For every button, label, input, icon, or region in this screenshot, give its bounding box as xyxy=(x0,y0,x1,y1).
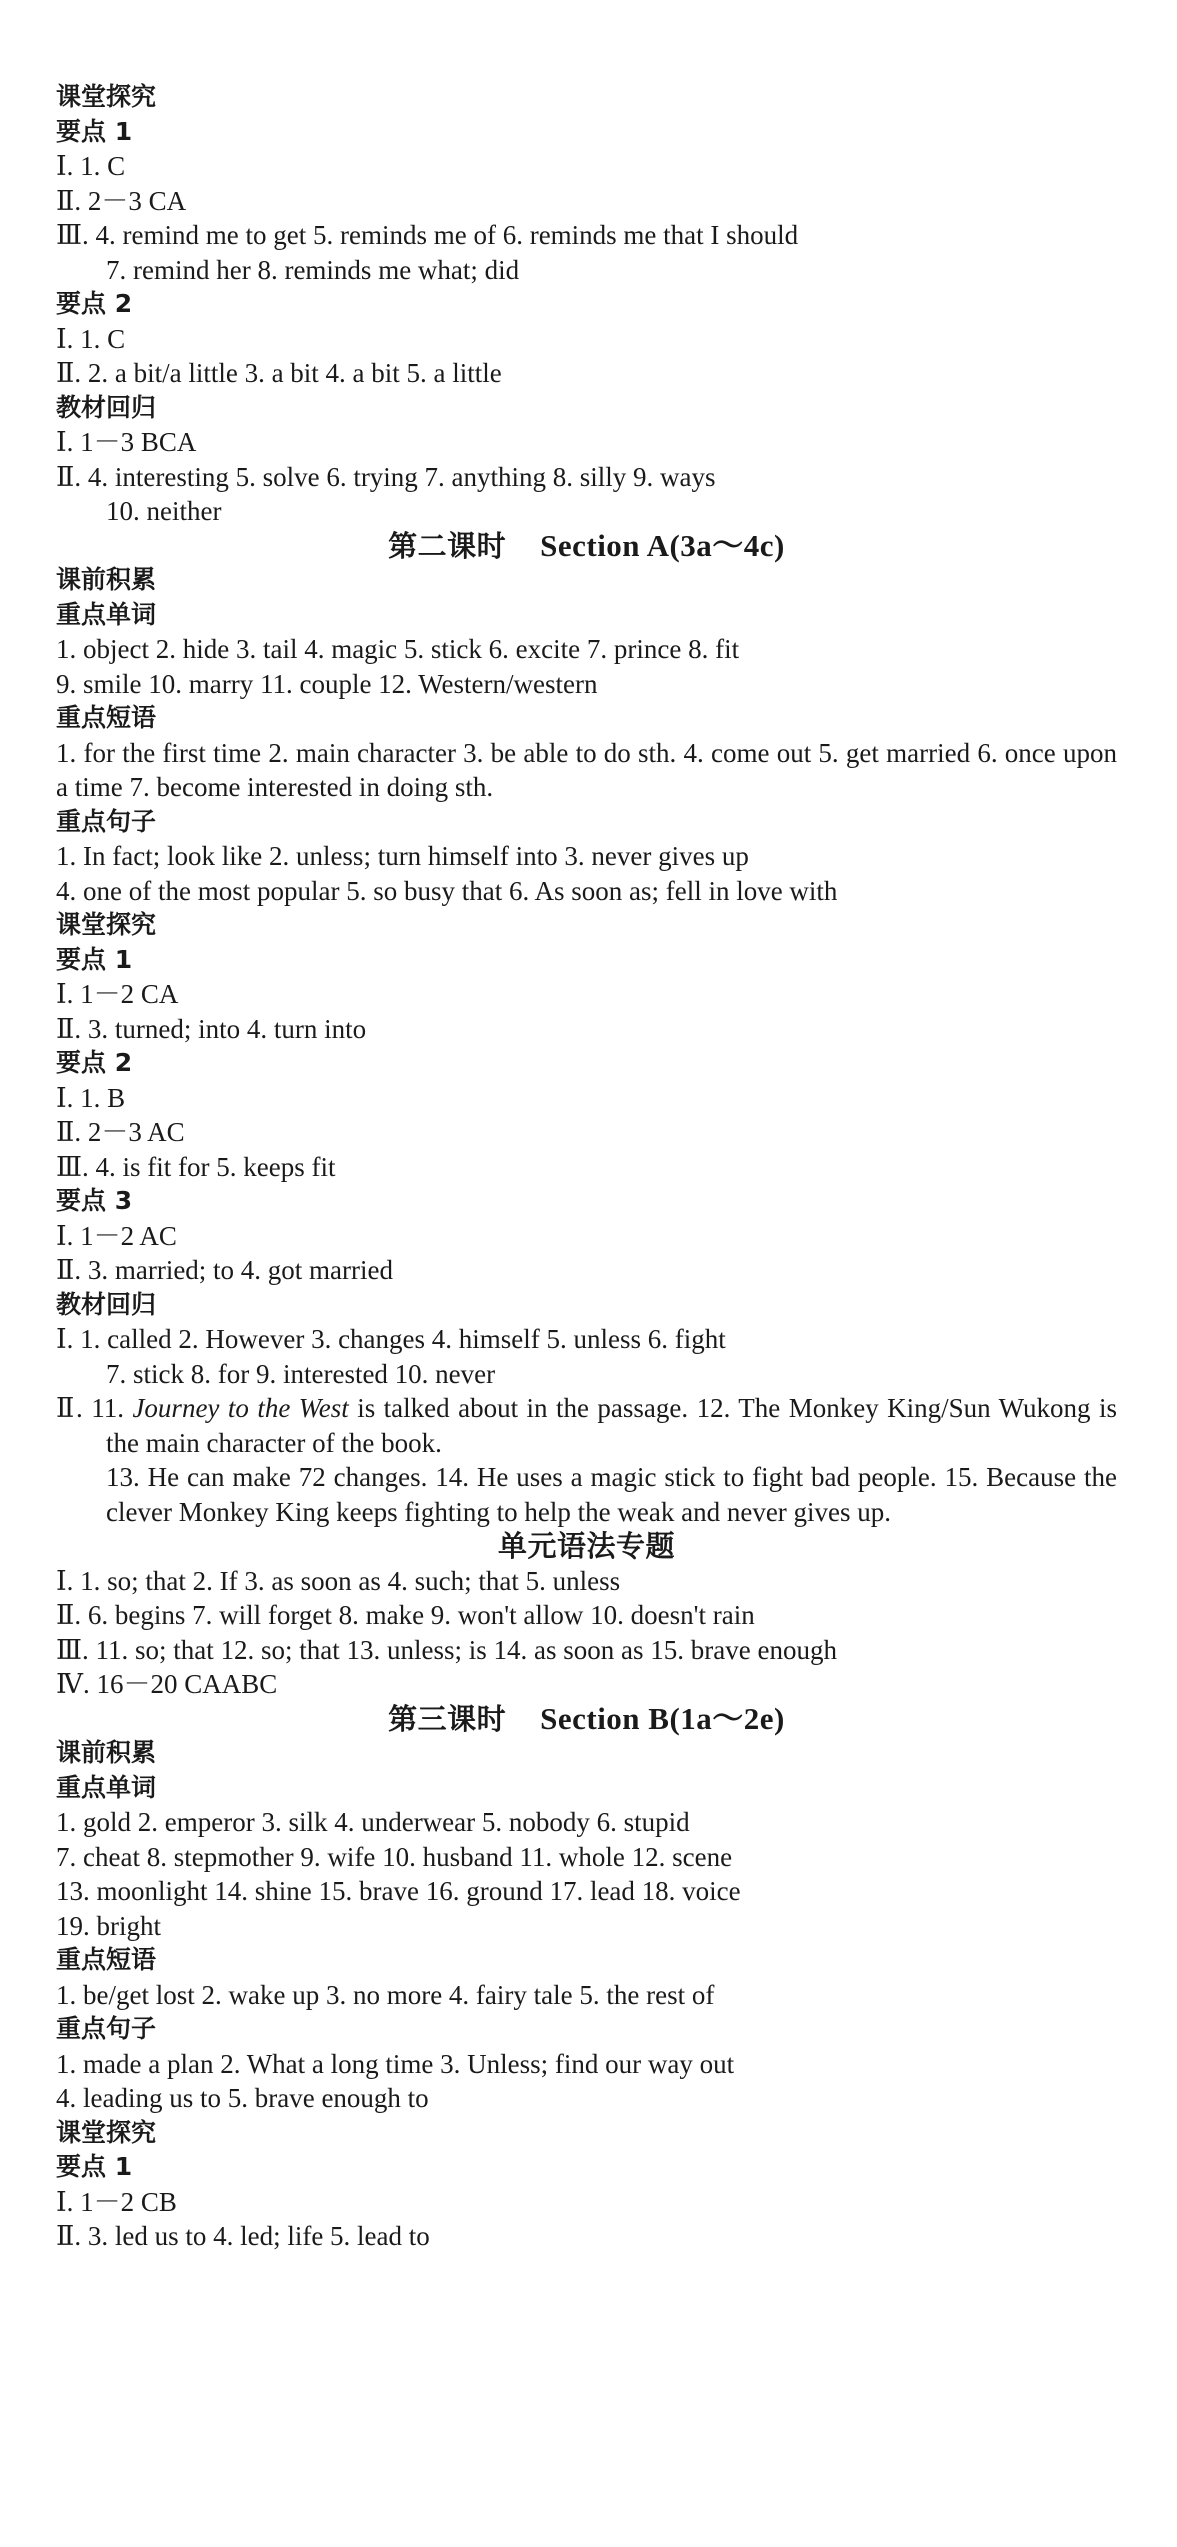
heading-zhongdian-danci: 重点单词 xyxy=(56,1772,157,1802)
heading-yaodian-2: 要点 2 xyxy=(56,289,133,318)
answer-line: 4. leading us to 5. brave enough to xyxy=(56,2083,429,2113)
heading-jiaocai-huigui: 教材回归 xyxy=(56,1289,157,1319)
answer-line: Ⅱ. 2－3 AC xyxy=(56,1117,185,1147)
heading-keqian-jilei: 课前积累 xyxy=(56,1738,157,1767)
heading-ketang-tanjiu: 课堂探究 xyxy=(56,2117,157,2147)
answer-prefix: Ⅱ. 11. xyxy=(56,1393,133,1423)
answer-line: Ⅰ. 1. so; that 2. If 3. as soon as 4. such; that 5. unless xyxy=(56,1565,621,1596)
heading-zhongdian-duanyu: 重点短语 xyxy=(56,1945,157,1974)
heading-ketang-tanjiu: 课堂探究 xyxy=(56,82,157,111)
answer-line: Ⅰ. 1. B xyxy=(56,1082,126,1113)
answer-line: Ⅱ. 3. led us to 4. led; life 5. lead to xyxy=(56,2221,430,2251)
answer-line: 13. moonlight 14. shine 15. brave 16. ground 17. lead 18. voice xyxy=(56,1876,741,1906)
lesson-title-cn: 第二课时 xyxy=(388,528,507,563)
answer-line: Ⅱ. 3. turned; into 4. turn into xyxy=(56,1013,367,1044)
answer-text: is talked about in the passage. 12. The Monkey King/Sun Wukong is the main character of the book. xyxy=(106,1393,1118,1458)
heading-keqian-jilei: 课前积累 xyxy=(56,565,157,594)
answer-line: 1. object 2. hide 3. tail 4. magic 5. stick 6. excite 7. prince 8. fit xyxy=(56,634,740,664)
lesson-title-2 xyxy=(56,529,1117,564)
heading-yaodian-3: 要点 3 xyxy=(56,1186,133,1215)
answer-line: Ⅲ. 4. is fit for 5. keeps fit xyxy=(56,1151,336,1182)
answer-line: 1. In fact; look like 2. unless; turn himself into 3. never gives up xyxy=(56,841,749,871)
heading-yaodian-1: 要点 1 xyxy=(56,116,133,146)
answer-line: Ⅱ. 6. begins 7. will forget 8. make 9. won't allow 10. doesn't rain xyxy=(56,1600,755,1630)
answer-line: Ⅰ. 1－2 CA xyxy=(56,979,179,1009)
answer-line: Ⅲ. 4. remind me to get 5. reminds me of 6. reminds me that I should xyxy=(56,220,799,250)
answer-paragraph: 1. for the first time 2. main character 3. be able to do sth. 4. come out 5. get married 6. once upon a time 7. become interested in doing sth. xyxy=(56,737,1117,802)
answer-line: 1. be/get lost 2. wake up 3. no more 4. fairy tale 5. the rest of xyxy=(56,1979,715,2010)
answer-line: Ⅰ. 1－2 AC xyxy=(56,1220,177,1251)
heading-ketang-tanjiu: 课堂探究 xyxy=(56,910,157,939)
lesson-title-en: Section A(3a～4c) xyxy=(540,527,785,563)
answer-paragraph: 4. one of the most popular 5. so busy that 6. As soon as; fell in love with xyxy=(56,875,838,906)
answer-line: 1. gold 2. emperor 3. silk 4. underwear 5. nobody 6. stupid xyxy=(56,1807,690,1837)
answer-line: Ⅱ. 4. interesting 5. solve 6. trying 7. anything 8. silly 9. ways xyxy=(56,461,716,492)
heading-zhongdian-danci: 重点单词 xyxy=(56,599,157,629)
answer-paragraph xyxy=(56,1391,1117,1460)
answer-line: Ⅰ. 1. C xyxy=(56,151,126,181)
grammar-title-cn: 单元语法专题 xyxy=(497,1529,675,1563)
answer-line: 9. smile 10. marry 11. couple 12. Western/western xyxy=(56,668,598,699)
answer-line: 7. cheat 8. stepmother 9. wife 10. husband 11. whole 12. scene xyxy=(56,1841,733,1872)
heading-yaodian-2: 要点 2 xyxy=(56,1048,133,1077)
answer-line: Ⅰ. 1－2 CB xyxy=(56,2186,177,2217)
heading-zhongdian-duanyu: 重点短语 xyxy=(56,703,157,732)
heading-zhongdian-juzi: 重点句子 xyxy=(56,806,157,836)
answer-line: Ⅰ. 1. C xyxy=(56,323,126,354)
heading-jiaocai-huigui: 教材回归 xyxy=(56,392,157,422)
answer-line: Ⅱ. 2－3 CA xyxy=(56,185,187,216)
answer-line: Ⅳ. 16－20 CAABC xyxy=(56,1669,278,1699)
heading-yaodian-1: 要点 1 xyxy=(56,944,133,974)
answer-line: 10. neither xyxy=(106,496,222,526)
answer-paragraph: Ⅲ. 11. so; that 12. so; that 13. unless; is 14. as soon as 15. brave enough xyxy=(56,1634,837,1665)
heading-yaodian-1: 要点 1 xyxy=(56,2152,133,2181)
lesson-title-cn: 第三课时 xyxy=(388,1701,507,1736)
answer-line: Ⅰ. 1. called 2. However 3. changes 4. himself 5. unless 6. fight xyxy=(56,1324,726,1354)
book-title: Journey to the West xyxy=(132,1393,349,1423)
lesson-title-en: Section B(1a～2e) xyxy=(540,1700,785,1736)
answer-line: Ⅱ. 3. married; to 4. got married xyxy=(56,1255,394,1285)
answer-line: Ⅱ. 2. a bit/a little 3. a bit 4. a bit 5. a little xyxy=(56,358,502,388)
heading-zhongdian-juzi: 重点句子 xyxy=(56,2014,157,2043)
grammar-title xyxy=(56,1529,1117,1564)
answer-paragraph: 13. He can make 72 changes. 14. He uses a magic stick to fight bad people. 15. Because the clever Monkey King keeps fighting to help the weak and never gives up. xyxy=(106,1462,1117,1527)
answer-line: Ⅰ. 1－3 BCA xyxy=(56,427,197,457)
answer-line: 7. remind her 8. reminds me what; did xyxy=(106,254,520,285)
lesson-title-3 xyxy=(56,1702,1117,1737)
answer-line: 7. stick 8. for 9. interested 10. never xyxy=(106,1358,496,1389)
answer-line: 1. made a plan 2. What a long time 3. Unless; find our way out xyxy=(56,2048,735,2079)
answer-line: 19. bright xyxy=(56,1910,161,1941)
